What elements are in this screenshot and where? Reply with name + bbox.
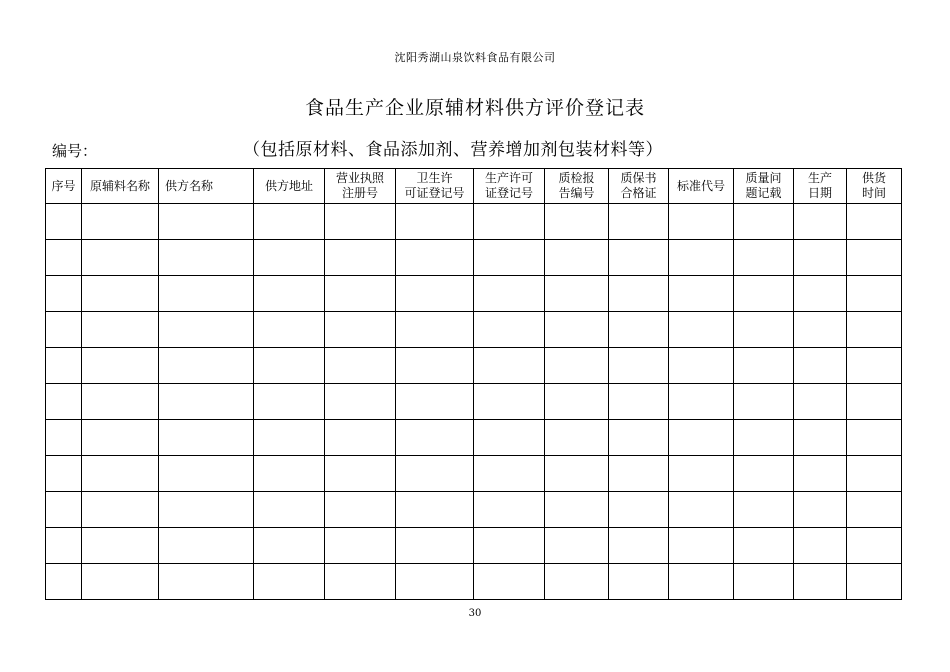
table-cell[interactable] (82, 528, 159, 564)
table-cell[interactable] (669, 492, 734, 528)
document-title: 食品生产企业原辅材料供方评价登记表 (304, 97, 645, 119)
table-cell[interactable] (609, 420, 669, 456)
table-cell[interactable] (609, 240, 669, 276)
table-cell[interactable] (545, 348, 609, 384)
table-cell[interactable] (847, 240, 902, 276)
table-cell[interactable] (474, 492, 545, 528)
table-cell[interactable] (609, 492, 669, 528)
table-cell[interactable] (734, 312, 794, 348)
table-row (46, 204, 902, 240)
table-cell[interactable] (46, 240, 82, 276)
table-cell[interactable] (474, 564, 545, 600)
col-header-supplier-name: 供方名称 (159, 169, 254, 204)
table-cell[interactable] (46, 528, 82, 564)
table-cell[interactable] (545, 420, 609, 456)
table-cell[interactable] (669, 456, 734, 492)
table-cell[interactable] (325, 276, 396, 312)
table-cell[interactable] (82, 384, 159, 420)
table-cell[interactable] (545, 384, 609, 420)
table-cell[interactable] (159, 492, 254, 528)
table-cell[interactable] (794, 528, 847, 564)
company-header: 沈阳秀湖山泉饮料食品有限公司 (394, 51, 556, 64)
table-cell[interactable] (734, 456, 794, 492)
table-cell[interactable] (46, 204, 82, 240)
table-cell[interactable] (847, 564, 902, 600)
table-cell[interactable] (847, 348, 902, 384)
table-row (46, 528, 902, 564)
table-cell[interactable] (794, 348, 847, 384)
table-cell[interactable] (159, 276, 254, 312)
table-cell[interactable] (474, 276, 545, 312)
table-cell[interactable] (82, 312, 159, 348)
table-cell[interactable] (159, 420, 254, 456)
table-row (46, 312, 902, 348)
table-row (46, 456, 902, 492)
page-number: 30 (468, 608, 482, 619)
table-cell[interactable] (325, 492, 396, 528)
col-header-hygiene-permit: 卫生许 可证登记号 (396, 169, 474, 204)
table-cell[interactable] (159, 528, 254, 564)
table-cell[interactable] (847, 456, 902, 492)
table-cell[interactable] (396, 240, 474, 276)
table-cell[interactable] (396, 312, 474, 348)
table-cell[interactable] (82, 420, 159, 456)
table-cell[interactable] (159, 240, 254, 276)
table-row (46, 420, 902, 456)
col-header-standard-code: 标准代号 (669, 169, 734, 204)
table-cell[interactable] (46, 384, 82, 420)
table-cell[interactable] (254, 564, 325, 600)
col-header-inspection-report: 质检报 告编号 (545, 169, 609, 204)
document-subtitle: （包括原材料、食品添加剂、营养增加剂包装材料等） (243, 140, 663, 160)
table-cell[interactable] (734, 276, 794, 312)
table-cell[interactable] (734, 204, 794, 240)
col-header-material-name: 原辅料名称 (82, 169, 159, 204)
table-cell[interactable] (254, 348, 325, 384)
table-header-row (46, 169, 902, 204)
col-header-quality-certificate: 质保书 合格证 (609, 169, 669, 204)
table-cell[interactable] (46, 564, 82, 600)
table-cell[interactable] (545, 276, 609, 312)
table-cell[interactable] (159, 204, 254, 240)
table-cell[interactable] (46, 312, 82, 348)
table-cell[interactable] (545, 492, 609, 528)
table-cell[interactable] (847, 420, 902, 456)
table-cell[interactable] (669, 528, 734, 564)
table-cell[interactable] (254, 420, 325, 456)
table-cell[interactable] (669, 240, 734, 276)
table-cell[interactable] (396, 384, 474, 420)
table-cell[interactable] (794, 204, 847, 240)
table-cell[interactable] (159, 312, 254, 348)
table-cell[interactable] (474, 528, 545, 564)
table-cell[interactable] (254, 456, 325, 492)
table-cell[interactable] (254, 240, 325, 276)
table-cell[interactable] (254, 276, 325, 312)
table-cell[interactable] (669, 312, 734, 348)
table-cell[interactable] (46, 348, 82, 384)
table-cell[interactable] (325, 312, 396, 348)
table-cell[interactable] (794, 564, 847, 600)
table-cell[interactable] (545, 456, 609, 492)
table-row (46, 564, 902, 600)
table-row (46, 348, 902, 384)
table-cell[interactable] (734, 528, 794, 564)
table-cell[interactable] (82, 456, 159, 492)
table-cell[interactable] (82, 276, 159, 312)
table-cell[interactable] (46, 492, 82, 528)
table-cell[interactable] (669, 420, 734, 456)
table-cell[interactable] (396, 528, 474, 564)
table-cell[interactable] (734, 384, 794, 420)
table-cell[interactable] (396, 492, 474, 528)
col-header-supplier-address: 供方地址 (254, 169, 325, 204)
table-cell[interactable] (254, 384, 325, 420)
table-cell[interactable] (325, 240, 396, 276)
table-cell[interactable] (545, 528, 609, 564)
table-cell[interactable] (609, 528, 669, 564)
table-cell[interactable] (794, 276, 847, 312)
table-cell[interactable] (609, 564, 669, 600)
table-cell[interactable] (474, 420, 545, 456)
table-body (46, 204, 902, 600)
table-cell[interactable] (794, 456, 847, 492)
table-cell[interactable] (474, 348, 545, 384)
table-cell[interactable] (545, 240, 609, 276)
table-cell[interactable] (545, 564, 609, 600)
col-header-production-permit: 生产许可 证登记号 (474, 169, 545, 204)
table-cell[interactable] (396, 348, 474, 384)
table-cell[interactable] (545, 312, 609, 348)
table-cell[interactable] (159, 348, 254, 384)
table-cell[interactable] (82, 204, 159, 240)
table-cell[interactable] (325, 564, 396, 600)
table-cell[interactable] (396, 564, 474, 600)
table-cell[interactable] (847, 492, 902, 528)
table-cell[interactable] (254, 528, 325, 564)
table-cell[interactable] (325, 204, 396, 240)
number-label: 编号： (52, 142, 98, 160)
table-cell[interactable] (794, 312, 847, 348)
col-header-supply-time: 供货 时间 (847, 169, 902, 204)
table-cell[interactable] (159, 564, 254, 600)
table-row (46, 240, 902, 276)
table-cell[interactable] (847, 204, 902, 240)
col-header-business-license: 营业执照 注册号 (325, 169, 396, 204)
table-cell[interactable] (474, 204, 545, 240)
table-cell[interactable] (794, 420, 847, 456)
table-cell[interactable] (325, 348, 396, 384)
table-cell[interactable] (734, 564, 794, 600)
table-cell[interactable] (794, 492, 847, 528)
col-header-production-date: 生产 日期 (794, 169, 847, 204)
table-cell[interactable] (474, 384, 545, 420)
col-header-index: 序号 (46, 169, 82, 204)
table-cell[interactable] (159, 384, 254, 420)
table-cell[interactable] (609, 276, 669, 312)
table-cell[interactable] (847, 312, 902, 348)
table-row (46, 276, 902, 312)
table-cell[interactable] (609, 312, 669, 348)
table-cell[interactable] (474, 240, 545, 276)
table-cell[interactable] (734, 348, 794, 384)
table-cell[interactable] (396, 420, 474, 456)
table-cell[interactable] (474, 456, 545, 492)
table-cell[interactable] (794, 384, 847, 420)
table-cell[interactable] (46, 276, 82, 312)
table-cell[interactable] (669, 348, 734, 384)
table-cell[interactable] (474, 312, 545, 348)
table-cell[interactable] (254, 312, 325, 348)
table-cell[interactable] (82, 240, 159, 276)
table-cell[interactable] (325, 456, 396, 492)
table-cell[interactable] (609, 384, 669, 420)
table-cell[interactable] (46, 420, 82, 456)
table-cell[interactable] (794, 240, 847, 276)
table-row (46, 492, 902, 528)
table-cell[interactable] (669, 564, 734, 600)
col-header-quality-issues: 质量问 题记载 (734, 169, 794, 204)
table-cell[interactable] (254, 204, 325, 240)
table-cell[interactable] (669, 204, 734, 240)
table-cell[interactable] (545, 204, 609, 240)
table-cell[interactable] (159, 456, 254, 492)
table-cell[interactable] (46, 456, 82, 492)
table-cell[interactable] (847, 276, 902, 312)
table-cell[interactable] (396, 204, 474, 240)
table-cell[interactable] (325, 528, 396, 564)
table-cell[interactable] (609, 348, 669, 384)
table-cell[interactable] (669, 276, 734, 312)
table-cell[interactable] (82, 492, 159, 528)
table-cell[interactable] (734, 420, 794, 456)
table-cell[interactable] (82, 348, 159, 384)
table-cell[interactable] (734, 240, 794, 276)
table-cell[interactable] (396, 276, 474, 312)
table-row (46, 384, 902, 420)
table-cell[interactable] (254, 492, 325, 528)
table-cell[interactable] (396, 456, 474, 492)
table-cell[interactable] (82, 564, 159, 600)
supplier-register-table (45, 168, 902, 600)
table-cell[interactable] (847, 528, 902, 564)
table-cell[interactable] (325, 420, 396, 456)
table-cell[interactable] (847, 384, 902, 420)
table-cell[interactable] (669, 384, 734, 420)
table-cell[interactable] (325, 384, 396, 420)
table-cell[interactable] (609, 456, 669, 492)
table-cell[interactable] (734, 492, 794, 528)
table-cell[interactable] (609, 204, 669, 240)
